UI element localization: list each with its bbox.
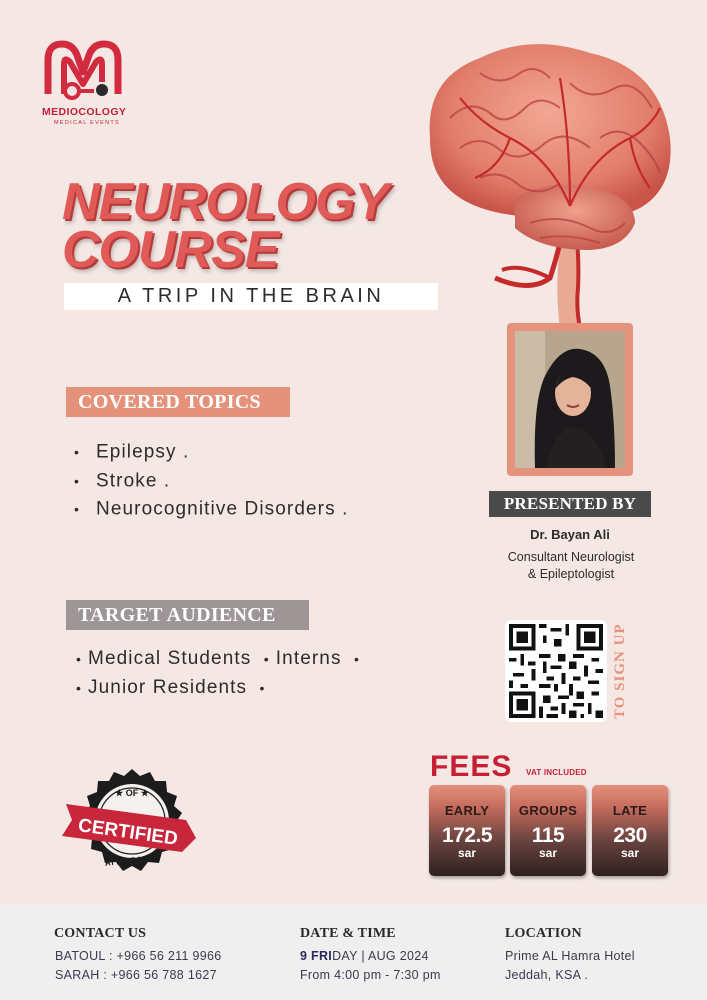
course-subtitle-box [64,283,438,310]
list-item: • Neurocognitive Disorders . [74,495,348,524]
bullet-icon: • [74,501,81,517]
topics-list [74,438,348,524]
speaker-photo-frame [507,323,633,476]
audience-line-1 [70,648,366,670]
fee-value: 230 [613,824,647,847]
fee-unit: sar [538,846,558,860]
bullet-icon: • [263,651,270,667]
presented-by-heading: PRESENTED BY [489,491,651,517]
svg-text:ATTENDANCE: ATTENDANCE [104,853,160,868]
speaker-portrait [515,331,625,468]
speaker-photo [515,331,625,468]
speaker-role: Consultant Neurologist & Epileptologist [507,550,635,581]
fee-unit: sar [620,846,640,860]
bullet-icon: • [76,680,83,696]
covered-topics-heading: COVERED TOPICS [66,387,290,417]
list-item: • Stroke . [74,467,348,496]
event-date: 9 FRIDAY | AUG 2024 [300,949,429,963]
signup-label: TO SIGN UP [612,623,628,719]
location-city: Jeddah, KSA . [505,968,589,982]
fee-card-late [592,785,668,876]
fee-card-groups [510,785,586,876]
fees-heading: FEES [430,750,513,783]
contact-phone-1[interactable]: BATOUL : +966 56 211 9966 [55,949,222,963]
footer [0,904,707,1000]
brand-name: MEDIOCOLOGY [42,106,127,118]
qr-code-icon [509,624,603,718]
event-time: From 4:00 pm - 7:30 pm [300,968,441,982]
brain-illustration [420,38,680,328]
audience-item: Interns [275,648,342,669]
audience-item: Junior Residents [88,677,248,698]
fee-label: GROUPS [518,803,578,818]
fee-value: 172.5 [441,824,493,847]
svg-text:★ OF ★: ★ OF ★ [115,788,149,798]
location-heading: LOCATION [505,926,582,941]
fee-card-early [429,785,505,876]
course-subtitle: A TRIP IN THE BRAIN [117,285,385,307]
location-venue: Prime AL Hamra Hotel [505,949,635,963]
bullet-icon: • [74,444,81,460]
contact-phone-2[interactable]: SARAH : +966 56 788 1627 [55,968,217,982]
fee-label: LATE [612,803,648,818]
mediocology-logo-icon [42,38,124,102]
brand-logo [38,38,128,130]
bullet-icon: • [259,680,266,696]
target-audience-heading: TARGET AUDIENCE [66,600,309,630]
fee-unit: sar [457,846,477,860]
course-title-line-1: NEUROLOGY [62,173,389,231]
signup-qr-code[interactable] [505,620,607,722]
audience-item: Medical Students [88,648,252,669]
audience-line-2 [70,677,272,699]
fee-value: 115 [531,824,565,847]
datetime-heading: DATE & TIME [300,926,396,941]
fee-label: EARLY [444,803,490,818]
speaker-name: Dr. Bayan Ali [530,527,610,542]
brand-tagline: MEDICAL EVENTS [54,120,120,126]
list-item: • Epilepsy . [74,438,348,467]
certified-badge [62,766,202,881]
vat-note: VAT INCLUDED [526,768,587,777]
bullet-icon: • [353,651,360,667]
contact-heading: CONTACT US [54,926,147,941]
certified-seal-icon [62,766,202,876]
bullet-icon: • [76,651,83,667]
svg-text:CERTIFIED: CERTIFIED [76,815,180,850]
course-title-line-2: COURSE [62,221,279,279]
bullet-icon: • [74,472,81,489]
